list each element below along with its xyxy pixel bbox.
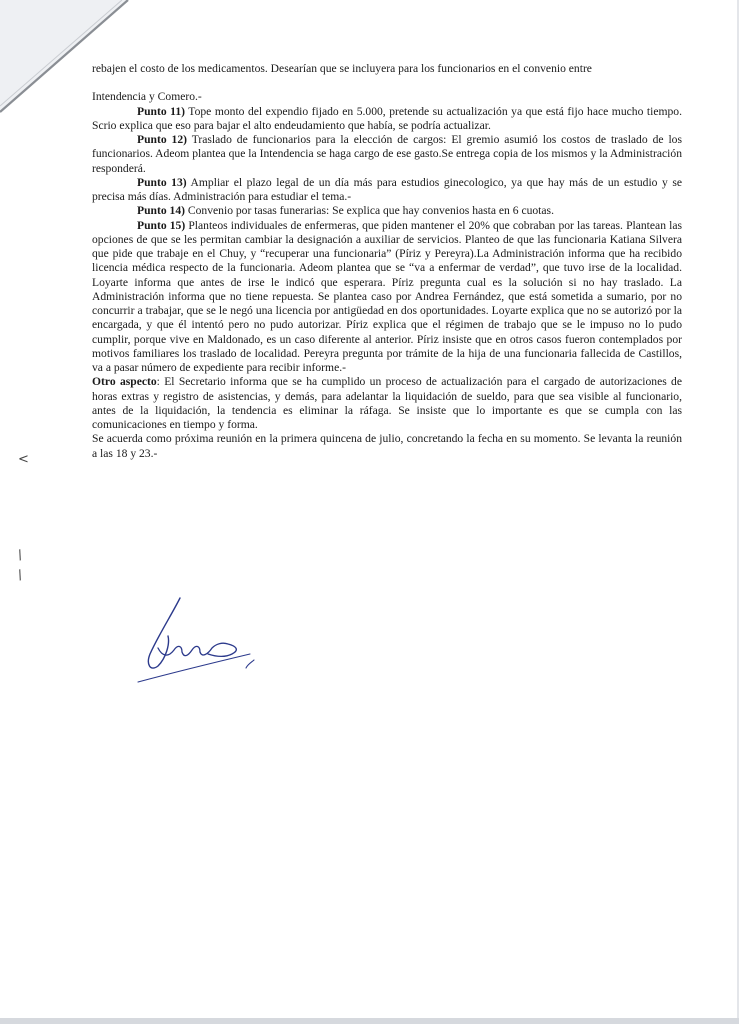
- item-punto-14: [92, 204, 682, 218]
- margin-mark: <: [18, 452, 29, 467]
- item-label: Punto 14): [137, 204, 185, 218]
- handwritten-signature: [128, 592, 268, 688]
- scan-edge-bottom: [0, 1018, 739, 1024]
- item-punto-12: [92, 133, 682, 176]
- margin-mark: /: [15, 567, 25, 584]
- intro-line-1: rebajen el costo de los medicamentos. Desearían que se incluyera para los funcionarios en el convenio entre: [92, 62, 592, 75]
- item-text: Ampliar el plazo legal de un día más para estudios ginecologico, ya que hay más de un estudio y se precisa más días. Administración para estudiar el tema.-: [92, 175, 682, 203]
- item-punto-13: [92, 176, 682, 205]
- item-text: Convenio por tasas funerarias: Se explica que hay convenios hasta en 6 cuotas.: [187, 204, 554, 218]
- item-text: Traslado de funcionarios para la elección de cargos: El gremio asumió los costos de traslado de los funcionarios. Adeom plantea que la Intendencia se haga cargo de ese gasto.Se entrega copia de los mismos y la Administración responderá.: [92, 133, 682, 175]
- item-text: Planteos individuales de enfermeras, que piden mantener el 20% que cobraban por las tareas. Plantean las opciones de que se les permitan cambiar la designación a auxiliar de servicios. Planteo de que las funcionaria Katiana Silvera que pide que trabaje en el Chuy, y “recuperar una funcionaria” (Píriz y Pereyra).La Administración informa que ha recibido licencia médica respecto de la funcionaria. Adeom plantea que se “va a enfermar de verdad”, que tuvo irse de la localidad. Loyarte informa que antes de irse le indicó que esperara. Píriz pregunta cual es la solución si no hay traslado. La Administración informa que no tiene repuesta. Se plantea caso por Andrea Fernández, que está sometida a sumario, por no concurrir a trabajar, que se le negó una licencia por antigüedad en dos oportunidades. Loyarte explica que no se autorizó por la encargada, y que él intentó pero no pudo autorizar. Píriz explica que el régimen de trabajo que se le impuso no lo pudo cumplir, porque vive en Maldonado, es un caso diferente al anterior. Píriz insiste que en otros casos fueron contemplados por motivos familiares los traslado de localidad. Pereyra pregunta por trámite de la hija de una funcionaria fallecida de Castillos, va a pasar número de expediente para recibir informe.-: [92, 218, 682, 374]
- item-label: Punto 12): [137, 133, 188, 146]
- item-label: Punto 11): [137, 104, 185, 118]
- document-body: [92, 62, 682, 461]
- item-punto-15: [92, 219, 682, 376]
- otro-aspecto-paragraph: [92, 375, 682, 432]
- otro-aspecto-label: Otro aspecto: [92, 375, 157, 389]
- otro-aspecto-text: : El Secretario informa que se ha cumplido un proceso de actualización para el cargado de autorizaciones de horas extras y registro de asistencias, y demás, para adelantar la liquidación de sueldo, para que sea visible al funcionario, antes de la liquidación, la tendencia es eliminar la ráfaga. Se insiste que lo importante es que se cumpla con las comunicaciones en tiempo y forma.: [92, 375, 683, 431]
- item-label: Punto 13): [137, 175, 187, 189]
- item-label: Punto 15): [137, 218, 186, 232]
- closing-paragraph: Se acuerda como próxima reunión en la primera quincena de julio, concretando la fecha en su momento. Se levanta la reunión a las 18 y 23.-: [92, 432, 682, 460]
- item-punto-11: [92, 105, 682, 134]
- item-text: Tope monto del expendio fijado en 5.000, pretende su actualización ya que está fijo hace mucho tiempo. Scrio explica que eso para bajar el alto endeudamiento que había, se podría actualizar.: [92, 104, 682, 132]
- margin-mark: /: [15, 547, 25, 564]
- intro-line-2: Intendencia y Comero.-: [92, 90, 202, 104]
